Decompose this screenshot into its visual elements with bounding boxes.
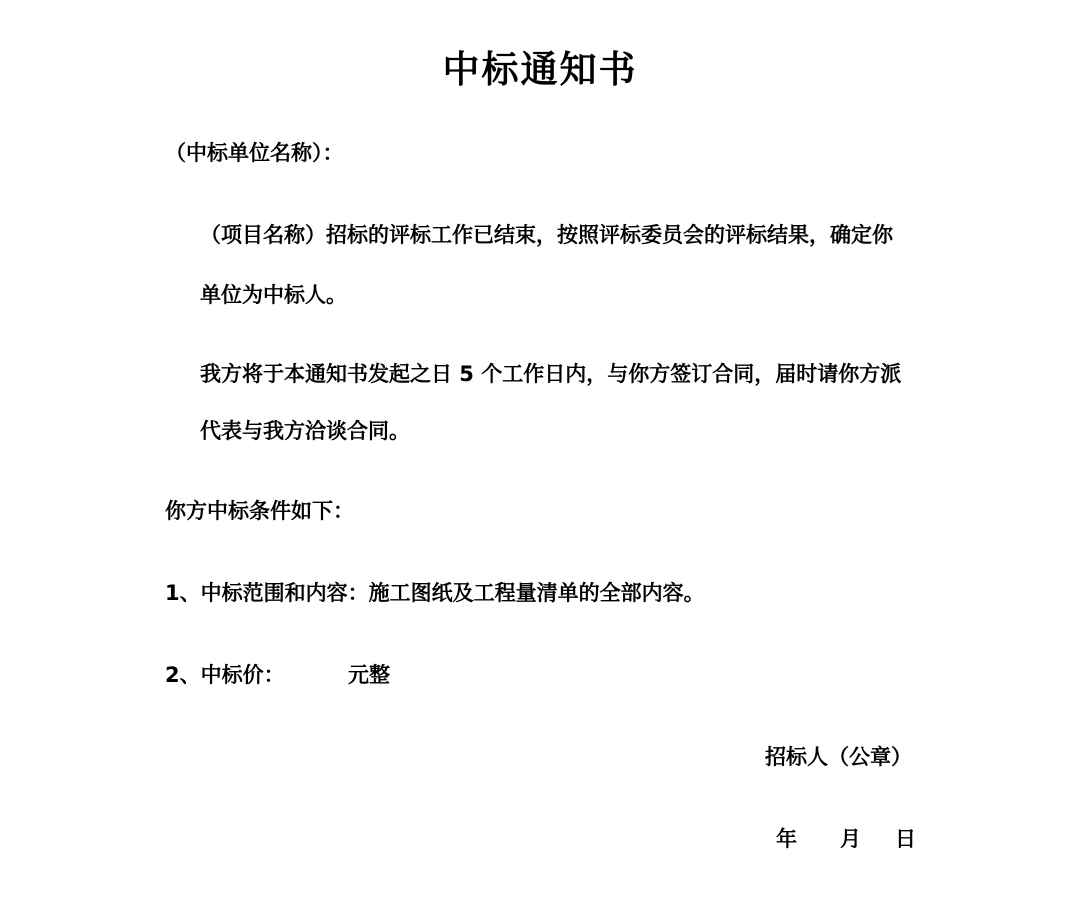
addressee-line: （中标单位名称）： [165, 141, 344, 165]
document-title: 中标通知书 [442, 48, 638, 91]
condition-item-price-label: 2、中标价： [165, 663, 285, 687]
paragraph-1-line-1: （项目名称）招标的评标工作已结束，按照评标委员会的评标结果，确定你 [200, 223, 893, 247]
date-month-label: 月 [840, 827, 861, 851]
paragraph-1-line-2: 单位为中标人。 [200, 283, 347, 307]
paragraph-2-line-1: 我方将于本通知书发起之日 5 个工作日内，与你方签订合同，届时请你方派 [200, 362, 902, 386]
date-day-label: 日 [895, 827, 916, 851]
signer-seal-line: 招标人（公章） [765, 745, 912, 769]
date-year-label: 年 [776, 827, 797, 851]
condition-item-scope: 1、中标范围和内容：施工图纸及工程量清单的全部内容。 [165, 581, 705, 605]
condition-item-price-unit: 元整 [348, 663, 390, 687]
paragraph-2-line-2: 代表与我方洽谈合同。 [200, 419, 410, 443]
conditions-heading: 你方中标条件如下： [165, 499, 354, 523]
